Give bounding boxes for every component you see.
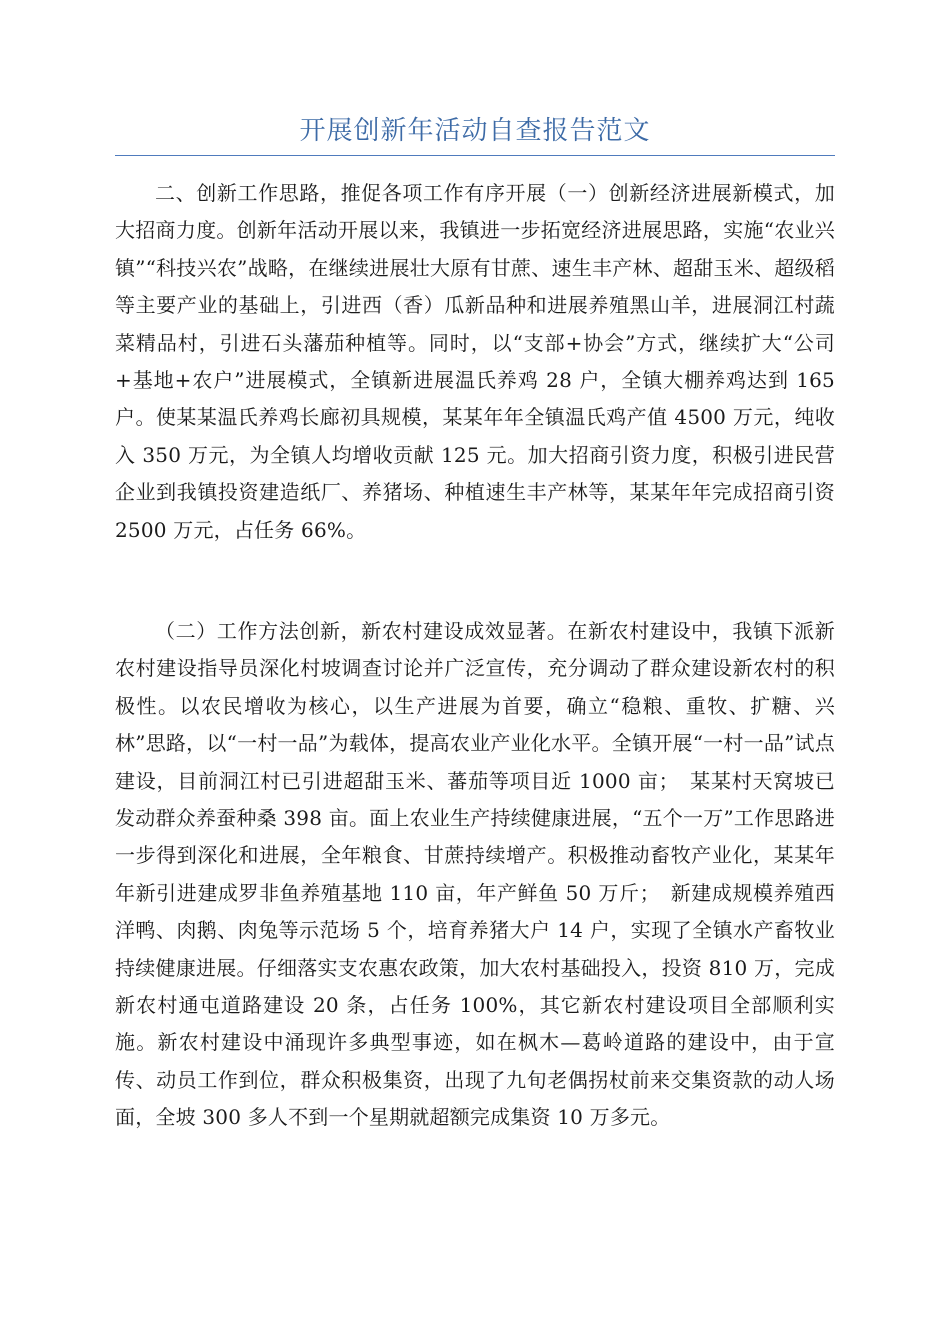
page-title: 开展创新年活动自查报告范文 [299, 116, 651, 146]
body-paragraph-1: 二、创新工作思路，推促各项工作有序开展（一）创新经济进展新模式，加大招商力度。创新年活动开展以来，我镇进一步拓宽经济进展思路，实施“农业兴镇”“科技兴农”战略，在继续进展壮大原有甘蔗、速生丰产林、超甜玉米、超级稻等主要产业的基础上，引进西（香）瓜新品种和进展养殖黑山羊，进展洞江村蔬菜精品村，引进石头藩茄种植等。同时，以“支部+协会”方式，继续扩大“公司+基地+农户”进展模式，全镇新进展温氏养鸡 28 户，全镇大棚养鸡达到 165 户。使某某温氏养鸡长廊初具规模，某某年年全镇温氏鸡产值 4500 万元，纯收入 350 万元，为全镇人均增收贡献 125 元。加大招商引资力度，积极引进民营企业到我镇投资建造纸厂、养猪场、种植速生丰产林等，某某年年完成招商引资 2500 万元，占任务 66%。 [115, 181, 835, 542]
title-divider [115, 155, 835, 156]
body-paragraph-2: （二）工作方法创新，新农村建设成效显著。在新农村建设中，我镇下派新农村建设指导员深化村坡调查讨论并广泛宣传，充分调动了群众建设新农村的积极性。以农民增收为核心，以生产进展为首要，确立“稳粮、重牧、扩糖、兴林”思路，以“一村一品”为载体，提高农业产业化水平。全镇开展“一村一品”试点建设，目前洞江村已引进超甜玉米、蕃茄等项目近 1000 亩； 某某村天窝坡已发动群众养蚕种桑 398 亩。面上农业生产持续健康进展，“五个一万”工作思路进一步得到深化和进展，全年粮食、甘蔗持续增产。积极推动畜牧产业化，某某年年新引进建成罗非鱼养殖基地 110 亩，年产鲜鱼 50 万斤； 新建成规模养殖西洋鸭、肉鹅、肉兔等示范场 5 个，培育养猪大户 14 户，实现了全镇水产畜牧业持续健康进展。仔细落实支农惠农政策，加大农村基础投入，投资 810 万，完成新农村通屯道路建设 20 条，占任务 100%，其它新农村建设项目全部顺利实施。新农村建设中涌现许多典型事迹，如在枫木—葛岭道路的建设中，由于宣传、动员工作到位，群众积极集资，出现了九旬老偶拐杖前来交集资款的动人场面，全坡 300 多人不到一个星期就超额完成集资 10 万多元。 [115, 619, 835, 1130]
